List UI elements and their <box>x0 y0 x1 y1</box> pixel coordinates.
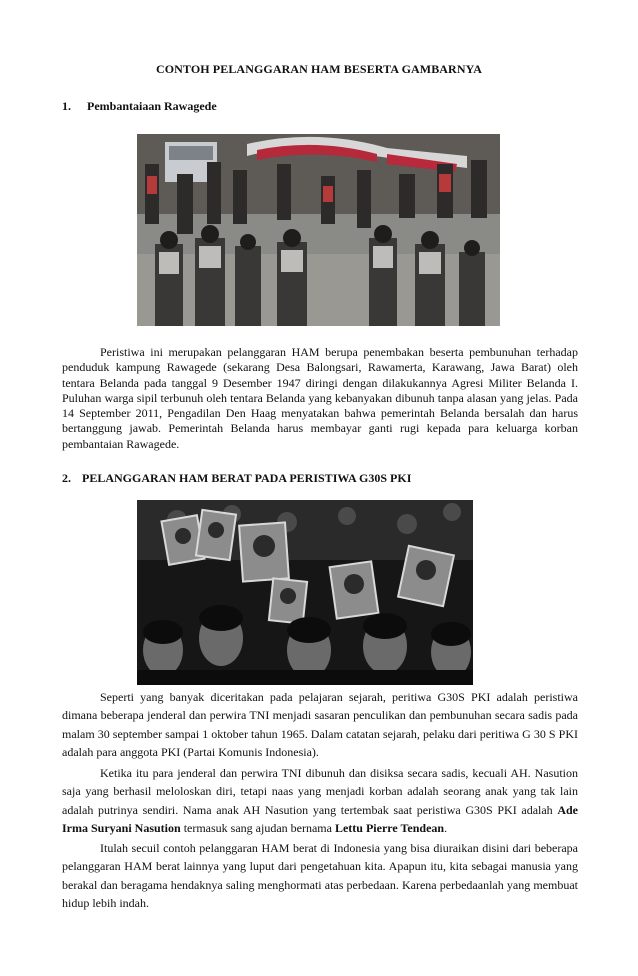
section-2-paragraph-2 <box>62 764 578 838</box>
section-2-number: 2. <box>62 471 71 485</box>
section-1-paragraph: Peristiwa ini merupakan pelanggaran HAM berupa penembakan beserta pembunuhan terhadap penduduk kampung Rawagede (sekarang Desa Balongsari, Rawamerta, Karawang, Jawa Barat) oleh tentara Belanda pada tanggal 9 Desember 1947 diringi dengan dilakukannya Agresi Militer Belanda I. Puluhan warga sipil terbunuh oleh tentara Belanda yang kebanyakan dibunuh tanpa alasan yang jelas. Pada 14 September 2011, Pengadilan Den Haag menyatakan bahwa pemerintah Belanda bersalah dan harus bertanggung jawab. Pemerintah Belanda harus membayar ganti rugi kepada para keluarga korban pembantaian Rawagede. <box>62 345 578 451</box>
section-1-number: 1. <box>62 99 71 113</box>
section-2-title: PELANGGARAN HAM BERAT PADA PERISTIWA G30S PKI <box>82 471 412 485</box>
victim-name: Ade Irma Suryani Nasution <box>62 802 578 836</box>
document-title: CONTOH PELANGGARAN HAM BESERTA GAMBARNYA <box>155 62 483 76</box>
rawagede-photo <box>137 134 500 326</box>
g30s-pki-photo <box>137 500 473 685</box>
paragraph-text: termasuk sang ajudan bernama <box>180 821 335 836</box>
section-2-paragraph-1: Seperti yang banyak diceritakan pada pelajaran sejarah, peritiwa G30S PKI adalah peristiwa dimana beberapa jenderal dan perwira TNI menjadi sasaran penculikan dan pembunuhan secara sadis pada malam 30 september sampai 1 oktober tahun 1965. Dalam catatan sejarah, pelaku dari peritiwa G 30 S PKI adalah para anggota PKI (Partai Komunis Indonesia). <box>62 690 578 760</box>
adjutant-name: Lettu Pierre Tendean <box>334 821 445 836</box>
section-1-title: Pembantaiaan Rawagede <box>87 99 217 113</box>
paragraph-text: . <box>444 821 448 836</box>
section-2-heading <box>62 471 411 486</box>
paragraph-text: Ketika itu para jenderal dan perwira TNI dibunuh dan disiksa secara sadis, kecuali AH. Nasution saja yang berhasil meloloskan diri, tetapi naas yang menjadi korban adalah seorang anak yang tak lain adalah putrinya sendiri. Nama anak AH Nasution yang tertembak saat peristiwa G30S PKI adalah <box>62 766 578 817</box>
section-1-heading <box>62 99 217 114</box>
section-2-paragraph-3: Itulah secuil contoh pelanggaran HAM berat di Indonesia yang bisa diuraikan disini dari beberapa pelanggaran HAM berat lainnya yang luput dari pengetahuan kita. Apapun itu, kita sebagai manusia yang berakal dan beragama hendaknya saling menghormati atas perbedaan. Karena perbedaanlah yang membuat hidup lebih indah. <box>62 841 578 911</box>
